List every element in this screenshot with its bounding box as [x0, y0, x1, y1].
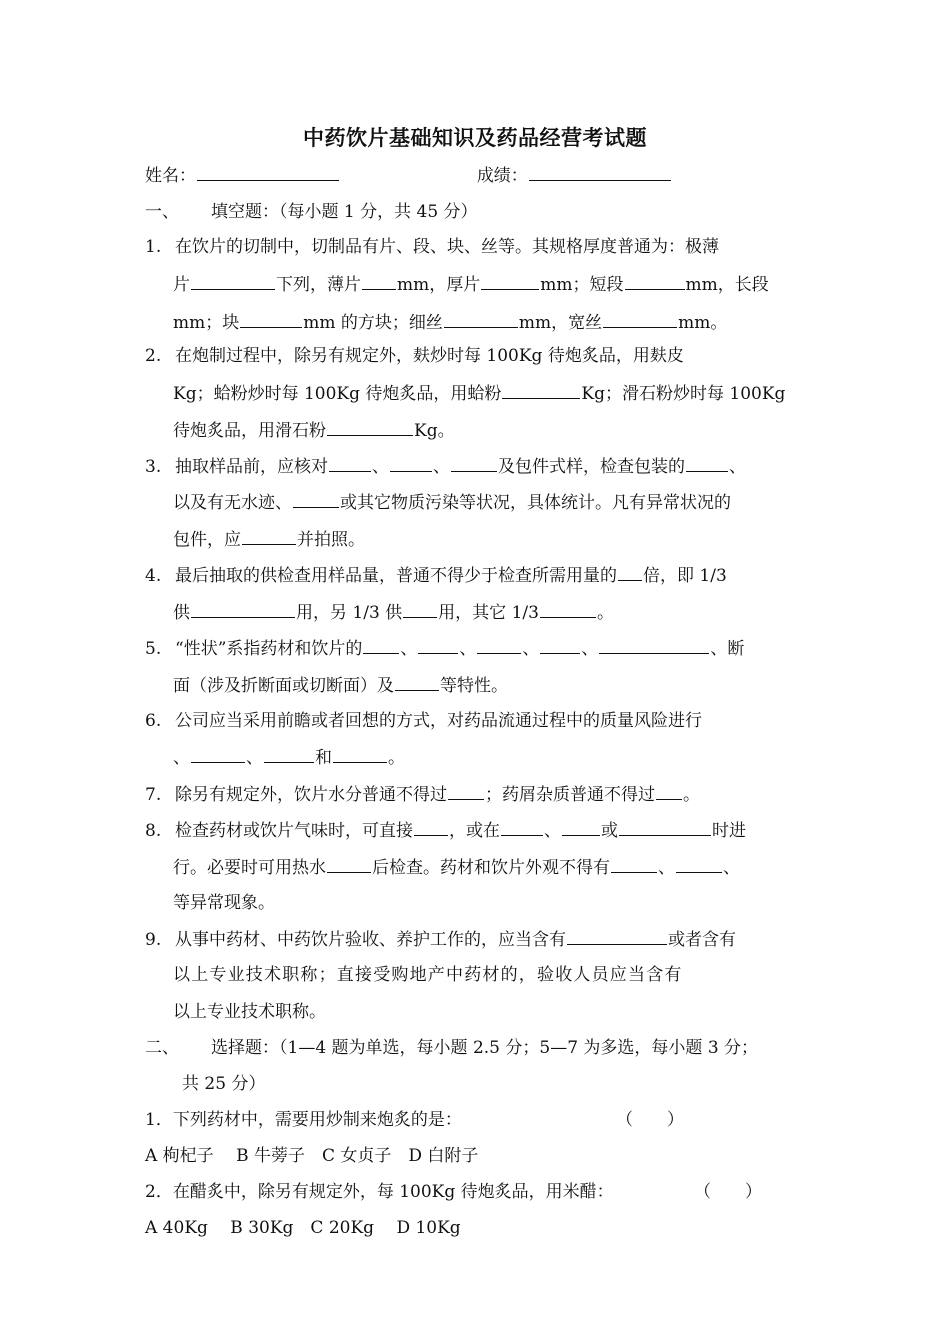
q4-line-1: [145, 563, 727, 588]
separator: 、: [658, 858, 675, 878]
answer-blank[interactable]: [603, 310, 677, 328]
q2-line-2: [173, 381, 785, 406]
choice-q2: [145, 1180, 614, 1204]
q8-text: 检查药材或饮片气味时，可直接: [175, 821, 413, 841]
q3-line-2: [173, 490, 731, 515]
q7-text: 除另有规定外，饮片水分普通不得过: [175, 785, 447, 805]
q1-text: mm；块: [173, 313, 240, 333]
q3-number: 3.: [145, 457, 162, 477]
answer-blank[interactable]: [618, 563, 642, 581]
q8-text: ，或在: [449, 821, 500, 841]
q4-text: 。: [596, 603, 614, 623]
q8-text: 行。必要时可用热水: [173, 858, 326, 878]
answer-blank[interactable]: [502, 381, 580, 399]
section-1-number: 一、: [145, 202, 179, 222]
q3-text: 及包件式样，检查包装的: [498, 457, 685, 477]
answer-blank[interactable]: [414, 818, 448, 836]
choice-q2-text: 2．在醋炙中，除另有规定外，每 100Kg 待炮炙品，用米醋：: [145, 1182, 614, 1202]
answer-blank[interactable]: [242, 527, 296, 545]
answer-blank[interactable]: [362, 272, 396, 290]
q4-line-2: [173, 600, 614, 625]
answer-blank[interactable]: [333, 745, 387, 763]
name-score-row: [145, 163, 672, 188]
q9-number: 9.: [145, 930, 162, 950]
q4-text: 用，另 1/3 供: [296, 603, 403, 623]
q1-text: mm，厚片: [397, 275, 481, 295]
q5-text: “性状”系指药材和饮片的: [175, 639, 363, 659]
q1-line-1: [145, 235, 719, 259]
q3-line-1: [145, 454, 746, 479]
name-blank[interactable]: [197, 163, 339, 181]
q5-number: 5.: [145, 639, 162, 659]
q5-text: 面（涉及折断面或切断面）及: [173, 676, 394, 696]
answer-blank[interactable]: [448, 782, 484, 800]
answer-blank[interactable]: [625, 272, 685, 290]
separator: 、: [581, 639, 599, 659]
q2-text: 待炮炙品，用滑石粉: [173, 421, 326, 441]
choice-q1: [145, 1108, 462, 1132]
answer-blank[interactable]: [611, 855, 657, 873]
score-label: 成绩：: [476, 166, 528, 186]
q6-line-1: [145, 709, 702, 733]
choice-q2-answer-paren[interactable]: （ ）: [694, 1182, 762, 1202]
section-2-heading-cont: [182, 1072, 265, 1096]
q5-line-1: [145, 636, 744, 661]
name-label: 姓名：: [145, 166, 196, 186]
q6-text: 、: [246, 748, 263, 768]
answer-blank[interactable]: [567, 927, 667, 945]
answer-blank[interactable]: [363, 636, 399, 654]
answer-blank[interactable]: [444, 310, 518, 328]
answer-blank[interactable]: [656, 782, 682, 800]
q1-text: 下列，薄片: [276, 275, 361, 295]
q8-line-2: [173, 855, 740, 880]
answer-blank[interactable]: [676, 855, 722, 873]
answer-blank[interactable]: [477, 636, 521, 654]
section-2-label: 选择题：（1—4 题为单选，每小题 2.5 分；5—7 为多选，每小题 3 分；: [211, 1038, 759, 1058]
separator: 、: [710, 639, 728, 659]
q3-text: 以及有无水迹、: [173, 493, 292, 513]
q3-text: 抽取样品前，应核对: [175, 457, 328, 477]
answer-blank[interactable]: [619, 818, 711, 836]
q3-text: 包件，应: [173, 530, 241, 550]
answer-blank[interactable]: [540, 600, 596, 618]
q9-text: 以上专业技术职称；直接受购地产中药材的，验收人员应当含有: [173, 965, 683, 985]
q8-line-3: [173, 891, 275, 915]
q8-text: 时进: [712, 821, 746, 841]
q7-number: 7.: [145, 785, 162, 805]
q3-text: 或其它物质污染等状况，具体统计。凡有异常状况的: [340, 493, 731, 513]
q9-text: 以上专业技术职称。: [173, 1002, 326, 1022]
q3-text: 并拍照。: [297, 530, 365, 550]
q2-text: Kg。: [414, 421, 455, 441]
q5-line-2: [173, 673, 508, 698]
answer-blank[interactable]: [562, 818, 600, 836]
q4-number: 4.: [145, 566, 162, 586]
q9-line-3: [173, 1000, 326, 1024]
q4-text: 倍，即 1/3: [643, 566, 727, 586]
answer-blank[interactable]: [293, 490, 339, 508]
q6-text: 、: [173, 748, 190, 768]
q2-text: Kg；滑石粉炒时每 100Kg: [581, 384, 786, 404]
score-blank[interactable]: [529, 163, 671, 181]
q7-text: 。: [683, 785, 700, 805]
q8-text: 后检查。药材和饮片外观不得有: [372, 858, 610, 878]
answer-blank[interactable]: [191, 600, 295, 618]
q1-number: 1.: [145, 237, 162, 257]
q7-text: ；药屑杂质普通不得过: [485, 785, 655, 805]
separator: 、: [544, 821, 561, 841]
q8-line-1: [145, 818, 746, 843]
q8-number: 8.: [145, 821, 162, 841]
answer-blank[interactable]: [395, 673, 439, 691]
q6-line-2: [173, 745, 405, 770]
separator: 、: [522, 639, 540, 659]
answer-blank[interactable]: [599, 636, 709, 654]
q4-text: 用，其它 1/3: [438, 603, 539, 623]
q4-text: 供: [173, 603, 190, 623]
q6-number: 6.: [145, 711, 162, 731]
q2-text: 在炮制过程中，除另有规定外，麸炒时每 100Kg 待炮炙品，用麸皮: [175, 346, 684, 366]
answer-blank[interactable]: [540, 636, 580, 654]
section-1-heading: [145, 200, 478, 224]
q4-text: 最后抽取的供检查用样品量，普通不得少于检查所需用量的: [175, 566, 617, 586]
answer-blank[interactable]: [501, 818, 543, 836]
q1-text: 片: [173, 275, 190, 295]
separator: 、: [729, 457, 746, 477]
answer-blank[interactable]: [329, 454, 371, 472]
q1-line-2: [173, 272, 769, 297]
answer-blank[interactable]: [191, 745, 245, 763]
q2-number: 2.: [145, 346, 162, 366]
q7-line-1: [145, 782, 700, 807]
answer-blank[interactable]: [451, 454, 497, 472]
section-2-heading: [145, 1036, 758, 1060]
q9-text: 从事中药材、中药饮片验收、养护工作的，应当含有: [175, 930, 566, 950]
answer-blank[interactable]: [191, 272, 275, 290]
separator: 、: [723, 858, 740, 878]
answer-blank[interactable]: [327, 855, 371, 873]
q1-text: mm，宽丝: [518, 313, 603, 333]
separator: 、: [400, 639, 418, 659]
answer-blank[interactable]: [390, 454, 432, 472]
separator: 、: [433, 457, 450, 477]
separator: 、: [459, 639, 477, 659]
answer-blank[interactable]: [403, 600, 437, 618]
q9-line-2: [173, 963, 683, 987]
q9-line-1: [145, 927, 736, 952]
page-title: 中药饮片基础知识及药品经营考试题: [303, 125, 647, 150]
q9-text: 或者含有: [668, 930, 736, 950]
q1-text: mm。: [678, 313, 728, 333]
answer-blank[interactable]: [418, 636, 458, 654]
section-2-number: 二、: [145, 1038, 179, 1058]
section-2-label-cont: 共 25 分）: [182, 1074, 266, 1094]
q5-text: 等特性。: [440, 676, 508, 696]
answer-blank[interactable]: [481, 272, 539, 290]
q2-line-3: [173, 418, 455, 443]
answer-blank[interactable]: [264, 745, 314, 763]
q2-line-1: [145, 344, 684, 368]
answer-blank[interactable]: [686, 454, 728, 472]
choice-q1-options: A 枸杞子 B 牛蒡子 C 女贞子 D 白附子: [145, 1146, 479, 1166]
q3-line-3: [173, 527, 365, 552]
q6-text: 公司应当采用前瞻或者回想的方式，对药品流通过程中的质量风险进行: [175, 711, 702, 731]
answer-blank[interactable]: [327, 418, 413, 436]
q1-line-3: [173, 310, 727, 335]
q6-text: 和: [315, 748, 332, 768]
q1-text: mm，长段: [685, 275, 769, 295]
section-1-label: 填空题：（每小题 1 分，共 45 分）: [211, 202, 478, 222]
choice-q2-options: A 40Kg B 30Kg C 20Kg D 10Kg: [145, 1218, 461, 1238]
q1-text: mm 的方块；细丝: [303, 313, 443, 333]
q8-text: 等异常现象。: [173, 893, 275, 913]
choice-q1-text: 1．下列药材中，需要用炒制来炮炙的是：: [145, 1110, 462, 1130]
choice-q1-answer-paren[interactable]: （ ）: [616, 1110, 684, 1130]
q5-text: 断: [727, 639, 745, 659]
q1-text: mm；短段: [540, 275, 624, 295]
q2-text: Kg；蛤粉炒时每 100Kg 待炮炙品，用蛤粉: [173, 384, 502, 404]
separator: 、: [372, 457, 389, 477]
q1-text: 在饮片的切制中，切制品有片、段、块、丝等。其规格厚度普通为：极薄: [175, 237, 719, 257]
q8-text: 或: [601, 821, 618, 841]
q6-text: 。: [388, 748, 405, 768]
answer-blank[interactable]: [240, 310, 302, 328]
